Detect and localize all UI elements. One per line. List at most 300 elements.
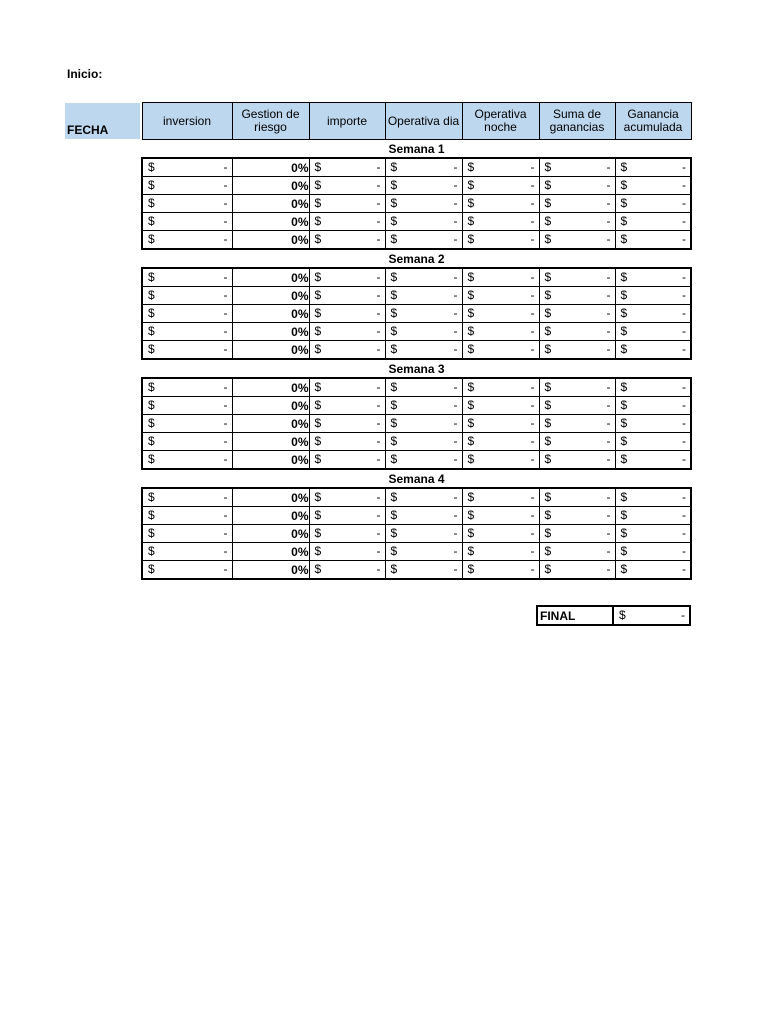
currency-symbol: $ [390,288,398,302]
header-operativa-noche[interactable]: Operativa noche [462,103,539,140]
cell-value: - [223,160,228,174]
money-cell[interactable] [539,177,615,195]
inicio-label: Inicio: [67,67,103,81]
gestion-riesgo-cell[interactable]: 0% [232,177,309,195]
money-cell[interactable] [615,177,691,195]
money-cell[interactable] [309,378,385,397]
money-cell[interactable] [539,268,615,287]
money-cell[interactable] [385,397,462,415]
cell-value: - [376,196,381,210]
currency-symbol: $ [314,452,322,466]
gestion-riesgo-cell[interactable]: 0% [232,287,309,305]
cell-value: - [606,452,611,466]
money-cell[interactable] [539,561,615,580]
money-cell[interactable] [142,561,232,580]
currency-symbol: $ [467,526,475,540]
currency-symbol: $ [148,434,155,448]
currency-symbol: $ [148,232,155,246]
currency-symbol: $ [620,544,628,558]
money-cell[interactable] [615,158,691,177]
currency-symbol: $ [390,306,398,320]
money-cell[interactable] [462,543,539,561]
gestion-riesgo-cell[interactable]: 0% [232,525,309,543]
currency-symbol: $ [314,160,322,174]
table-row [142,488,691,507]
money-cell[interactable] [539,433,615,451]
cell-value: - [376,214,381,228]
table-row [142,378,691,397]
money-cell[interactable] [615,305,691,323]
table-body [142,140,691,580]
money-cell[interactable] [615,397,691,415]
money-cell[interactable] [615,287,691,305]
cell-value: - [682,288,686,302]
header-gestion-riesgo[interactable]: Gestion de riesgo [232,103,309,140]
cell-value: - [453,160,458,174]
gestion-riesgo-cell[interactable]: 0% [232,451,309,470]
cell-value: - [376,490,381,504]
money-cell[interactable] [462,158,539,177]
money-cell[interactable] [539,195,615,213]
gestion-riesgo-cell[interactable]: 0% [232,415,309,433]
currency-symbol: $ [620,380,628,394]
money-cell[interactable] [462,323,539,341]
header-ganancia-acumulada[interactable]: Ganancia acumulada [615,103,691,140]
header-row [142,103,691,140]
cell-value: - [376,324,381,338]
money-cell[interactable] [462,397,539,415]
gestion-riesgo-cell[interactable]: 0% [232,323,309,341]
money-cell[interactable] [385,433,462,451]
money-cell[interactable] [385,543,462,561]
money-cell[interactable] [309,231,385,250]
money-cell[interactable] [462,268,539,287]
cell-value: - [530,214,535,228]
cell-value: - [223,270,228,284]
cell-value: - [453,416,458,430]
gestion-riesgo-cell[interactable]: 0% [232,268,309,287]
money-cell[interactable] [539,231,615,250]
money-cell[interactable] [309,323,385,341]
money-cell[interactable] [615,378,691,397]
money-cell[interactable] [615,415,691,433]
money-cell[interactable] [309,525,385,543]
money-cell[interactable] [615,341,691,360]
money-cell[interactable] [142,543,232,561]
currency-symbol: $ [544,324,552,338]
cell-value: - [223,452,228,466]
table-row [142,177,691,195]
currency-symbol: $ [544,232,552,246]
money-cell[interactable] [462,177,539,195]
money-cell[interactable] [385,378,462,397]
money-cell[interactable] [309,177,385,195]
currency-symbol: $ [620,434,628,448]
gestion-riesgo-cell[interactable]: 0% [232,561,309,580]
cell-value: - [223,178,228,192]
currency-symbol: $ [467,508,475,522]
cell-value: - [223,288,228,302]
money-cell[interactable] [615,561,691,580]
cell-value: - [453,562,458,576]
money-cell[interactable] [309,287,385,305]
money-cell[interactable] [309,195,385,213]
money-cell[interactable] [462,433,539,451]
money-cell[interactable] [615,323,691,341]
cell-value: - [453,324,458,338]
currency-symbol: $ [390,270,398,284]
money-cell[interactable] [142,195,232,213]
cell-value: - [530,288,535,302]
currency-symbol: $ [467,270,475,284]
currency-symbol: $ [620,526,628,540]
money-cell[interactable] [615,488,691,507]
money-cell[interactable] [539,323,615,341]
money-cell[interactable] [385,213,462,231]
cell-value: - [453,342,458,356]
money-cell[interactable] [615,433,691,451]
money-cell[interactable] [385,231,462,250]
week-label: Semana 4 [142,469,691,488]
money-cell[interactable] [142,158,232,177]
money-cell[interactable] [142,323,232,341]
currency-symbol: $ [620,178,628,192]
fecha-header: FECHA [65,103,140,139]
gestion-riesgo-cell[interactable]: 0% [232,213,309,231]
currency-symbol: $ [620,508,628,522]
gestion-riesgo-cell[interactable]: 0% [232,231,309,250]
money-cell[interactable] [142,433,232,451]
cell-value: - [376,398,381,412]
table-row [142,415,691,433]
cell-value: - [606,562,611,576]
money-cell[interactable] [539,507,615,525]
cell-value: - [223,562,228,576]
table-row [142,507,691,525]
currency-symbol: $ [314,562,322,576]
currency-symbol: $ [314,232,322,246]
cell-value: - [453,196,458,210]
money-cell[interactable] [385,287,462,305]
currency-symbol: $ [390,196,398,210]
money-cell[interactable] [385,177,462,195]
cell-value: - [376,270,381,284]
table-row [142,451,691,470]
cell-value: - [453,214,458,228]
gestion-riesgo-cell[interactable]: 0% [232,195,309,213]
gestion-riesgo-cell[interactable]: 0% [232,305,309,323]
cell-value: - [453,452,458,466]
money-cell[interactable] [539,378,615,397]
cell-value: - [606,324,611,338]
money-cell[interactable] [385,415,462,433]
cell-value: - [376,508,381,522]
cell-value: - [682,160,686,174]
cell-value: - [453,306,458,320]
gestion-riesgo-cell[interactable]: 0% [232,378,309,397]
cell-value: - [376,544,381,558]
money-cell[interactable] [539,525,615,543]
cell-value: - [530,306,535,320]
money-cell[interactable] [462,231,539,250]
cell-value: - [606,380,611,394]
currency-symbol: $ [544,416,552,430]
money-cell[interactable] [142,507,232,525]
cell-value: - [682,270,686,284]
money-cell[interactable] [462,213,539,231]
money-cell[interactable] [385,341,462,360]
table-row [142,397,691,415]
cell-value: - [682,562,686,576]
currency-symbol: $ [544,342,552,356]
money-cell[interactable] [462,415,539,433]
cell-value: - [682,490,686,504]
cell-value: - [223,196,228,210]
money-cell[interactable] [309,543,385,561]
money-cell[interactable] [462,451,539,470]
money-cell[interactable] [539,305,615,323]
money-cell[interactable] [385,195,462,213]
gestion-riesgo-cell[interactable]: 0% [232,543,309,561]
week-header-row [142,140,691,159]
money-cell[interactable] [309,341,385,360]
money-cell[interactable] [539,213,615,231]
money-cell[interactable] [142,525,232,543]
money-cell[interactable] [462,488,539,507]
money-cell[interactable] [539,488,615,507]
currency-symbol: $ [467,306,475,320]
currency-symbol: $ [314,434,322,448]
cell-value: - [682,380,686,394]
money-cell[interactable] [309,451,385,470]
table-row [142,287,691,305]
week-header-row [142,249,691,268]
cell-value: - [606,178,611,192]
money-cell[interactable] [142,415,232,433]
money-cell[interactable] [309,507,385,525]
table-row [142,341,691,360]
gestion-riesgo-cell[interactable]: 0% [232,507,309,525]
cell-value: - [223,526,228,540]
cell-value: - [453,288,458,302]
money-cell[interactable] [142,451,232,470]
money-cell[interactable] [142,231,232,250]
cell-value: - [682,398,686,412]
table-row [142,231,691,250]
cell-value: - [682,214,686,228]
money-cell[interactable] [615,507,691,525]
money-cell[interactable] [142,397,232,415]
cell-value: - [682,452,686,466]
money-cell[interactable] [615,213,691,231]
currency-symbol: $ [467,178,475,192]
cell-value: - [223,306,228,320]
money-cell[interactable] [462,305,539,323]
money-cell[interactable] [385,561,462,580]
header-operativa-dia[interactable]: Operativa dia [385,103,462,140]
currency-symbol: $ [314,398,322,412]
currency-symbol: $ [467,452,475,466]
money-cell[interactable] [309,397,385,415]
cell-value: - [530,398,535,412]
cell-value: - [682,508,686,522]
cell-value: - [376,232,381,246]
money-cell[interactable] [462,195,539,213]
cell-value: - [453,508,458,522]
money-cell[interactable] [385,158,462,177]
money-cell[interactable] [539,415,615,433]
money-cell[interactable] [539,341,615,360]
currency-symbol: $ [544,544,552,558]
cell-value: - [682,526,686,540]
final-value-cell[interactable] [613,606,690,625]
currency-symbol: $ [467,160,475,174]
currency-symbol: $ [620,416,628,430]
money-cell[interactable] [309,158,385,177]
cell-value: - [376,288,381,302]
money-cell[interactable] [615,231,691,250]
money-cell[interactable] [385,488,462,507]
currency-symbol: $ [314,178,322,192]
cell-value: - [223,490,228,504]
cell-value: - [223,416,228,430]
money-cell[interactable] [142,341,232,360]
money-cell[interactable] [539,451,615,470]
money-cell[interactable] [462,507,539,525]
money-cell[interactable] [385,323,462,341]
cell-value: - [682,544,686,558]
money-cell[interactable] [615,451,691,470]
cell-value: - [530,324,535,338]
money-cell[interactable] [309,213,385,231]
header-suma-ganancias[interactable]: Suma de ganancias [539,103,615,140]
money-cell[interactable] [309,305,385,323]
money-cell[interactable] [142,268,232,287]
money-cell[interactable] [309,433,385,451]
currency-symbol: $ [544,196,552,210]
money-cell[interactable] [462,287,539,305]
money-cell[interactable] [309,268,385,287]
currency-symbol: $ [148,196,155,210]
gestion-riesgo-cell[interactable]: 0% [232,341,309,360]
final-currency: $ [619,608,626,622]
currency-symbol: $ [314,196,322,210]
currency-symbol: $ [148,306,155,320]
money-cell[interactable] [615,268,691,287]
cell-value: - [376,562,381,576]
money-cell[interactable] [539,158,615,177]
money-cell[interactable] [539,543,615,561]
currency-symbol: $ [467,544,475,558]
money-cell[interactable] [385,305,462,323]
money-cell[interactable] [385,525,462,543]
currency-symbol: $ [148,416,155,430]
currency-symbol: $ [620,196,628,210]
money-cell[interactable] [309,488,385,507]
cell-value: - [682,324,686,338]
currency-symbol: $ [314,342,322,356]
table-row [142,561,691,580]
cell-value: - [682,178,686,192]
table-row [142,543,691,561]
currency-symbol: $ [390,342,398,356]
money-cell[interactable] [462,561,539,580]
money-cell[interactable] [385,507,462,525]
money-cell[interactable] [615,195,691,213]
cell-value: - [376,178,381,192]
currency-symbol: $ [620,232,628,246]
currency-symbol: $ [467,416,475,430]
currency-symbol: $ [390,416,398,430]
money-cell[interactable] [142,213,232,231]
cell-value: - [606,544,611,558]
money-cell[interactable] [309,561,385,580]
money-cell[interactable] [142,177,232,195]
currency-symbol: $ [620,288,628,302]
gestion-riesgo-cell[interactable]: 0% [232,488,309,507]
money-cell[interactable] [142,305,232,323]
currency-symbol: $ [390,452,398,466]
week-label: Semana 2 [142,249,691,268]
currency-symbol: $ [148,178,155,192]
table-row [142,158,691,177]
cell-value: - [453,398,458,412]
currency-symbol: $ [314,324,322,338]
week-header-row [142,469,691,488]
cell-value: - [530,270,535,284]
currency-symbol: $ [544,526,552,540]
cell-value: - [376,416,381,430]
money-cell[interactable] [539,397,615,415]
cell-value: - [223,232,228,246]
table-row [142,268,691,287]
cell-value: - [530,434,535,448]
currency-symbol: $ [390,544,398,558]
gestion-riesgo-cell[interactable]: 0% [232,158,309,177]
cell-value: - [376,526,381,540]
money-cell[interactable] [385,268,462,287]
currency-symbol: $ [467,232,475,246]
gestion-riesgo-cell[interactable]: 0% [232,397,309,415]
header-inversion[interactable]: inversion [142,103,232,140]
money-cell[interactable] [462,341,539,360]
currency-symbol: $ [314,306,322,320]
money-cell[interactable] [462,525,539,543]
money-cell[interactable] [539,287,615,305]
currency-symbol: $ [148,214,155,228]
gestion-riesgo-cell[interactable]: 0% [232,433,309,451]
money-cell[interactable] [142,287,232,305]
money-cell[interactable] [309,415,385,433]
cell-value: - [606,306,611,320]
money-cell[interactable] [142,378,232,397]
cell-value: - [682,342,686,356]
final-value: - [681,608,685,622]
money-cell[interactable] [615,543,691,561]
money-cell[interactable] [615,525,691,543]
currency-symbol: $ [390,324,398,338]
cell-value: - [530,232,535,246]
header-importe[interactable]: importe [309,103,385,140]
cell-value: - [453,526,458,540]
currency-symbol: $ [390,508,398,522]
cell-value: - [606,232,611,246]
money-cell[interactable] [142,488,232,507]
currency-symbol: $ [148,526,155,540]
money-cell[interactable] [462,378,539,397]
money-cell[interactable] [385,451,462,470]
currency-symbol: $ [314,214,322,228]
